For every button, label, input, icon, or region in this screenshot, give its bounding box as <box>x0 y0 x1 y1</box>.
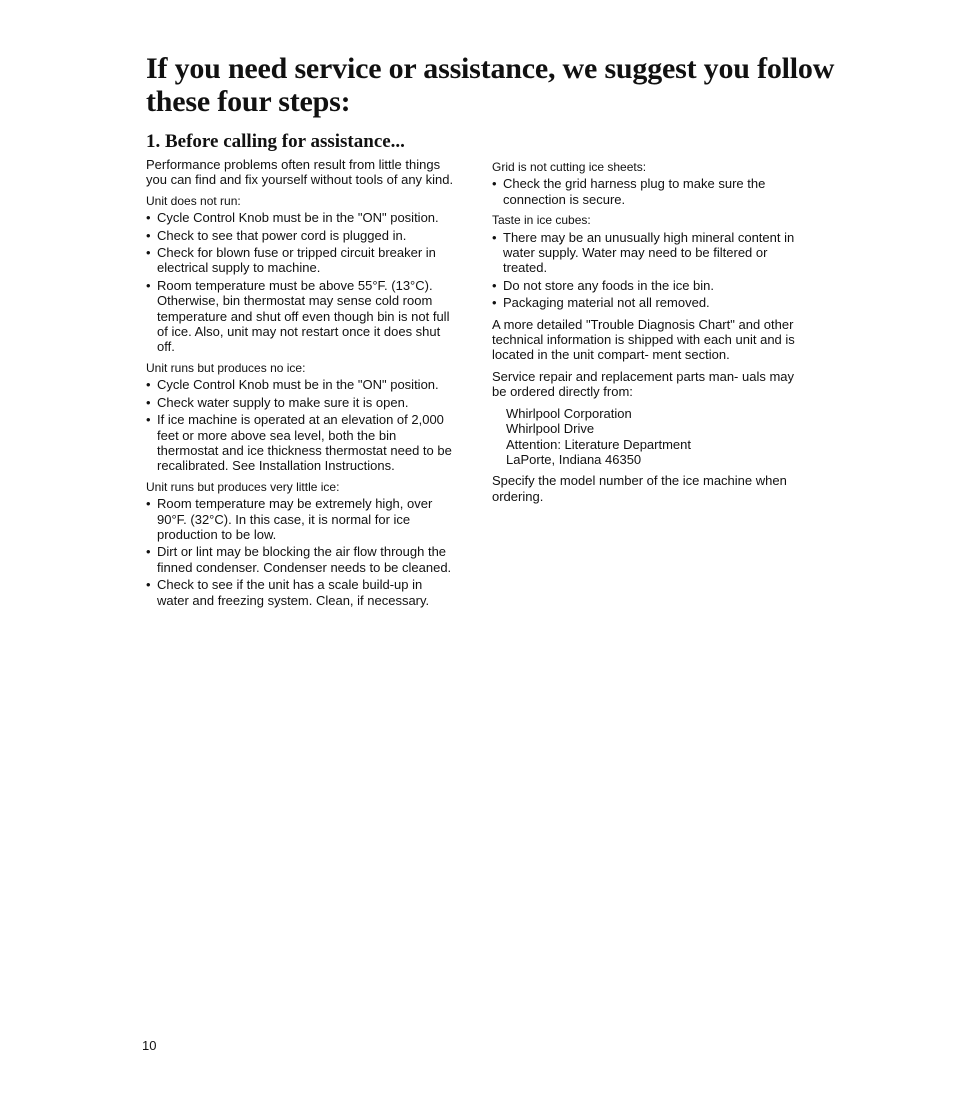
symptom-list-grid <box>492 176 810 207</box>
address-line: Whirlpool Corporation <box>506 405 632 421</box>
list-item: • Check the grid harness plug to make sure the connection is secure. <box>492 176 810 207</box>
list-item: • Check to see that power cord is plugged in. <box>146 228 454 243</box>
list-item: • Cycle Control Knob must be in the "ON" position. <box>146 210 454 225</box>
page-title: If you need service or assistance, we suggest you follow these four steps: <box>146 52 835 118</box>
address-line: Attention: Literature Department <box>506 436 691 452</box>
manuals-order-note: Service repair and replacement parts man- uals may be ordered directly from: <box>492 368 795 400</box>
symptom-heading-no-ice: Unit runs but produces no ice: <box>146 360 306 375</box>
symptom-heading-little-ice: Unit runs but produces very little ice: <box>146 479 340 494</box>
list-item: • Cycle Control Knob must be in the "ON" position. <box>146 377 454 392</box>
list-item: • Check water supply to make sure it is open. <box>146 395 454 410</box>
symptom-list-no-run <box>146 210 454 355</box>
symptom-list-no-ice <box>146 377 454 473</box>
list-item: • Packaging material not all removed. <box>492 295 810 310</box>
model-number-note: Specify the model number of the ice machine when ordering. <box>492 473 787 504</box>
right-column <box>492 160 810 510</box>
list-item: • Room temperature must be above 55°F. (13°C). Otherwise, bin thermostat may sense cold room temperature and shut off even though bin is not full of ice. Also, unit may not restart once it does shut off. <box>146 278 454 355</box>
list-item: • Do not store any foods in the ice bin. <box>492 278 810 293</box>
list-item: • Dirt or lint may be blocking the air flow through the finned condenser. Condenser needs to be cleaned. <box>146 544 454 575</box>
mailing-address <box>506 406 810 468</box>
list-item: • There may be an unusually high mineral content in water supply. Water may need to be filtered or treated. <box>492 230 810 276</box>
intro-paragraph: Performance problems often result from little things you can find and fix yourself without tools of any kind. <box>146 157 454 188</box>
diagnosis-chart-note: A more detailed "Trouble Diagnosis Chart" and other technical information is shipped with each unit and is located in the unit compart- ment section. <box>492 316 795 363</box>
section-heading: 1. Before calling for assistance... <box>146 131 405 152</box>
symptom-heading-grid: Grid is not cutting ice sheets: <box>492 160 647 174</box>
symptom-list-little-ice <box>146 496 454 608</box>
list-item: • Check to see if the unit has a scale build-up in water and freezing system. Clean, if necessary. <box>146 577 454 608</box>
symptom-list-taste <box>492 230 810 311</box>
symptom-heading-no-run: Unit does not run: <box>146 193 241 208</box>
address-line: LaPorte, Indiana 46350 <box>506 451 642 467</box>
page-number: 10 <box>142 1038 157 1053</box>
list-item: • Room temperature may be extremely high, over 90°F. (32°C). In this case, it is normal for ice production to be low. <box>146 496 454 542</box>
list-item: • If ice machine is operated at an elevation of 2,000 feet or more above sea level, both the bin thermostat and ice thickness thermostat need to be recalibrated. See Installation Instructions. <box>146 412 454 474</box>
left-column <box>146 157 454 614</box>
symptom-heading-taste: Taste in ice cubes: <box>492 213 591 228</box>
address-line: Whirlpool Drive <box>506 421 595 437</box>
list-item: • Check for blown fuse or tripped circuit breaker in electrical supply to machine. <box>146 245 454 276</box>
